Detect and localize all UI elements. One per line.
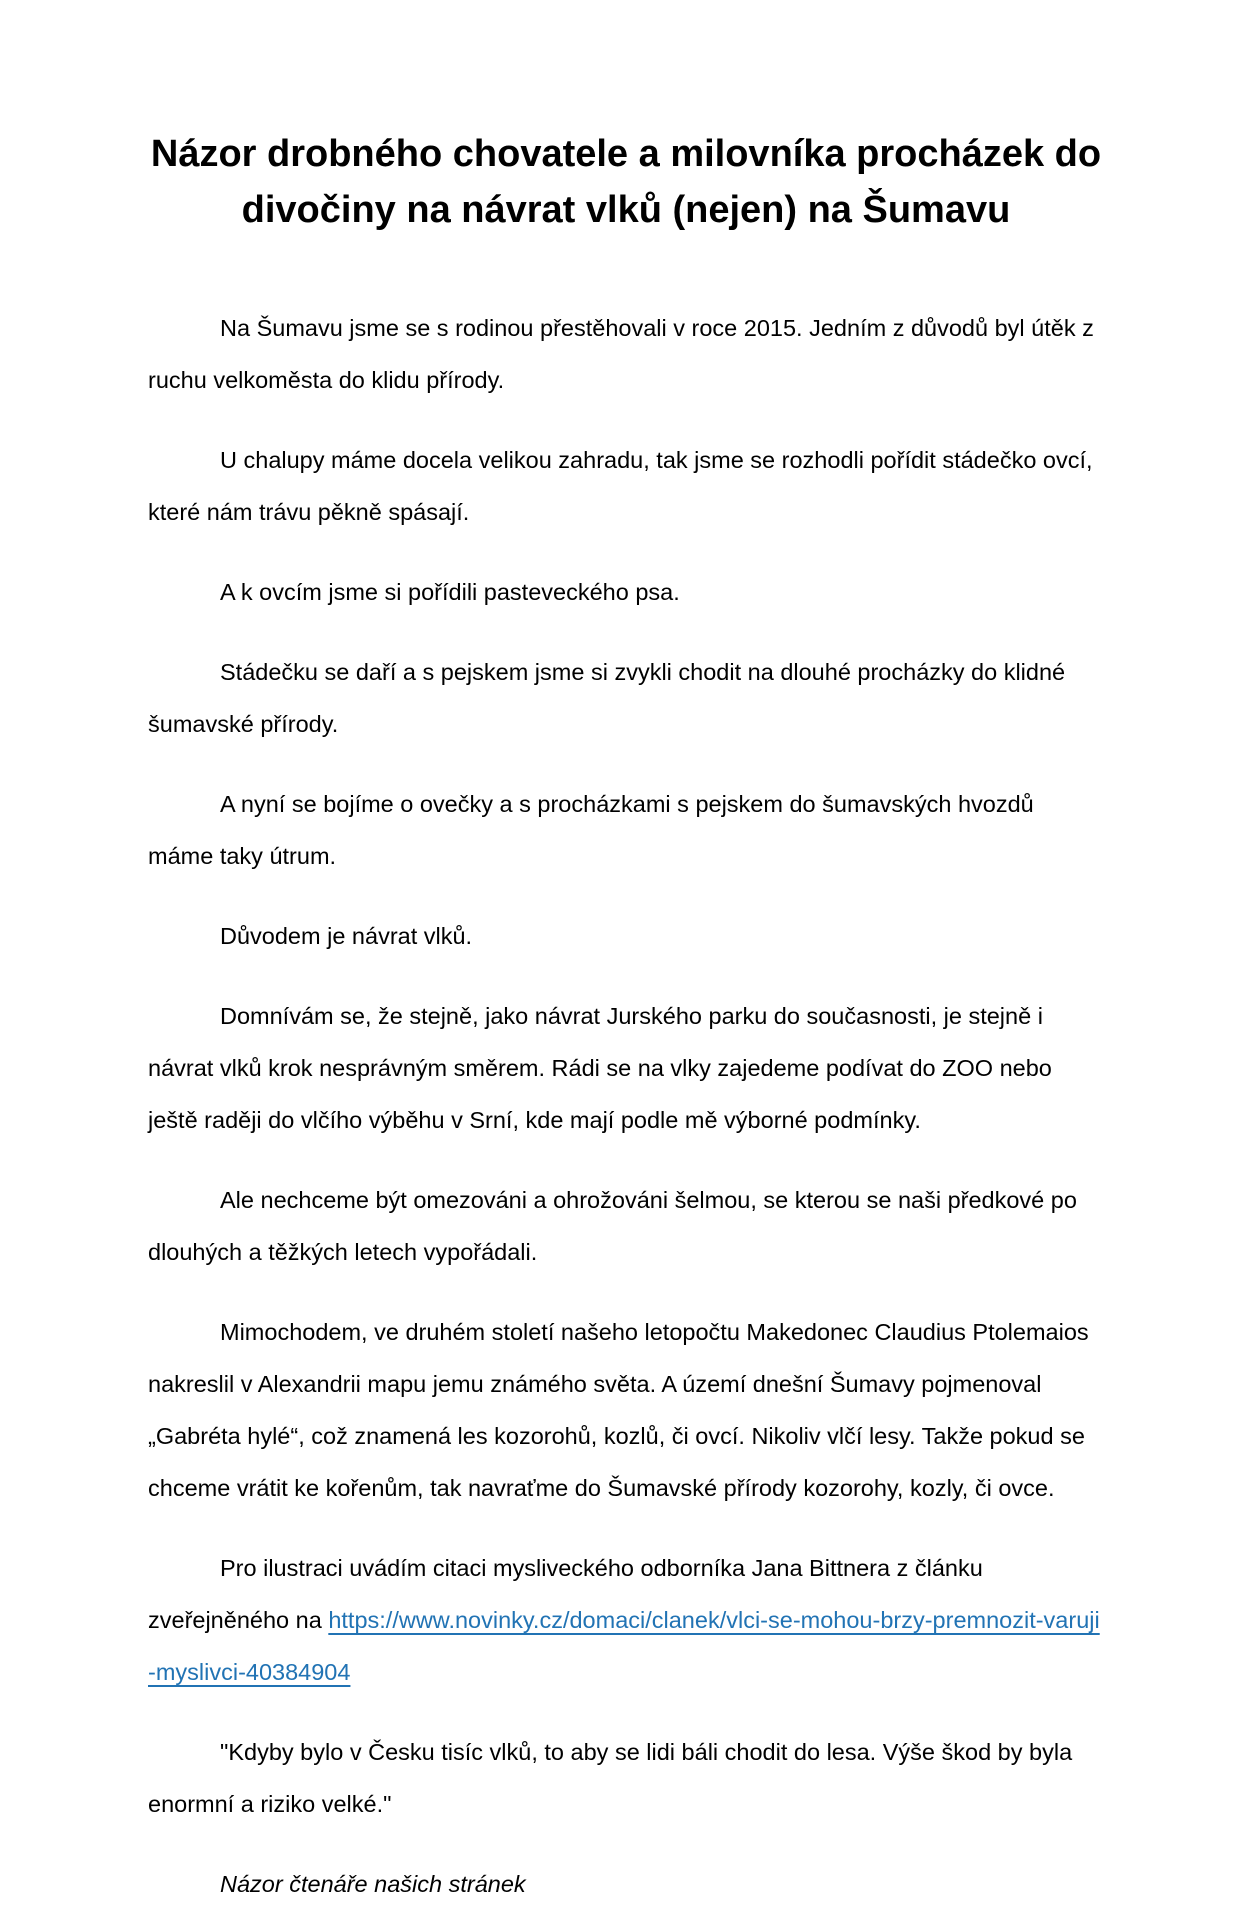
paragraph-fear-for-sheep: A nyní se bojíme o ovečky a s procházkami s pejskem do šumavských hvozdů máme taky útrum.: [148, 791, 1034, 869]
paragraph-ptolemaios-history: Mimochodem, ve druhém století našeho letopočtu Makedonec Claudius Ptolemaios nakreslil v Alexandrii mapu jemu známého světa. A území dnešní Šumavy pojmenoval „Gabréta hylé“, což znamená les kozorohů, kozlů, či ovcí. Nikoliv vlčí lesy. Takže pokud se chceme vrátit ke kořenům, tak navraťme do Šumavské přírody kozorohy, kozly, či ovce.: [148, 1319, 1089, 1501]
document-title: Názor drobného chovatele a milovníka procházek do divočiny na návrat vlků (nejen) na Šumavu: [150, 133, 1102, 231]
paragraph-garden-sheep: U chalupy máme docela velikou zahradu, tak jsme se rozhodli pořídit stádečko ovcí, které nám trávu pěkně spásají.: [148, 447, 1093, 525]
paragraph-jurassic-park-opinion: Domnívám se, že stejně, jako návrat Jurského parku do současnosti, je stejně i návrat vlků krok nesprávným směrem. Rádi se na vlky zajedeme podívat do ZOO nebo ještě raději do vlčího výběhu v Srní, kde mají podle mě výborné podmínky.: [148, 1003, 1052, 1133]
paragraph-moving-to-sumava: Na Šumavu jsme se s rodinou přestěhovali v roce 2015. Jedním z důvodů byl útěk z ruchu velkoměsta do klidu přírody.: [148, 315, 1094, 393]
paragraph-citation-intro: [148, 1542, 1104, 1698]
paragraph-shepherd-dog: A k ovcím jsme si pořídili pasteveckého psa.: [220, 579, 680, 605]
paragraph-ancestors: Ale nechceme být omezováni a ohrožováni šelmou, se kterou se naši předkové po dlouhých a těžkých letech vypořádali.: [148, 1187, 1077, 1265]
paragraph-reason-wolves: Důvodem je návrat vlků.: [220, 923, 473, 949]
closing-attribution: Názor čtenáře našich stránek: [220, 1871, 526, 1897]
paragraph-walks-with-dog: Stádečku se daří a s pejskem jsme si zvykli chodit na dlouhé procházky do klidné šumavské přírody.: [148, 659, 1066, 737]
novinky-article-link[interactable]: https://www.novinky.cz/domaci/clanek/vlci-se-mohou-brzy-premnozit-varuji-myslivci-40384904: [148, 1607, 1100, 1685]
citation-intro-text: Pro ilustraci uvádím citaci mysliveckého odborníka Jana Bittnera z článku zveřejněného na: [148, 1555, 983, 1633]
paragraph-bittner-quote: "Kdyby bylo v Česku tisíc vlků, to aby se lidi báli chodit do lesa. Výše škod by byla enormní a riziko velké.": [148, 1739, 1073, 1817]
document-body: [148, 302, 1104, 1910]
